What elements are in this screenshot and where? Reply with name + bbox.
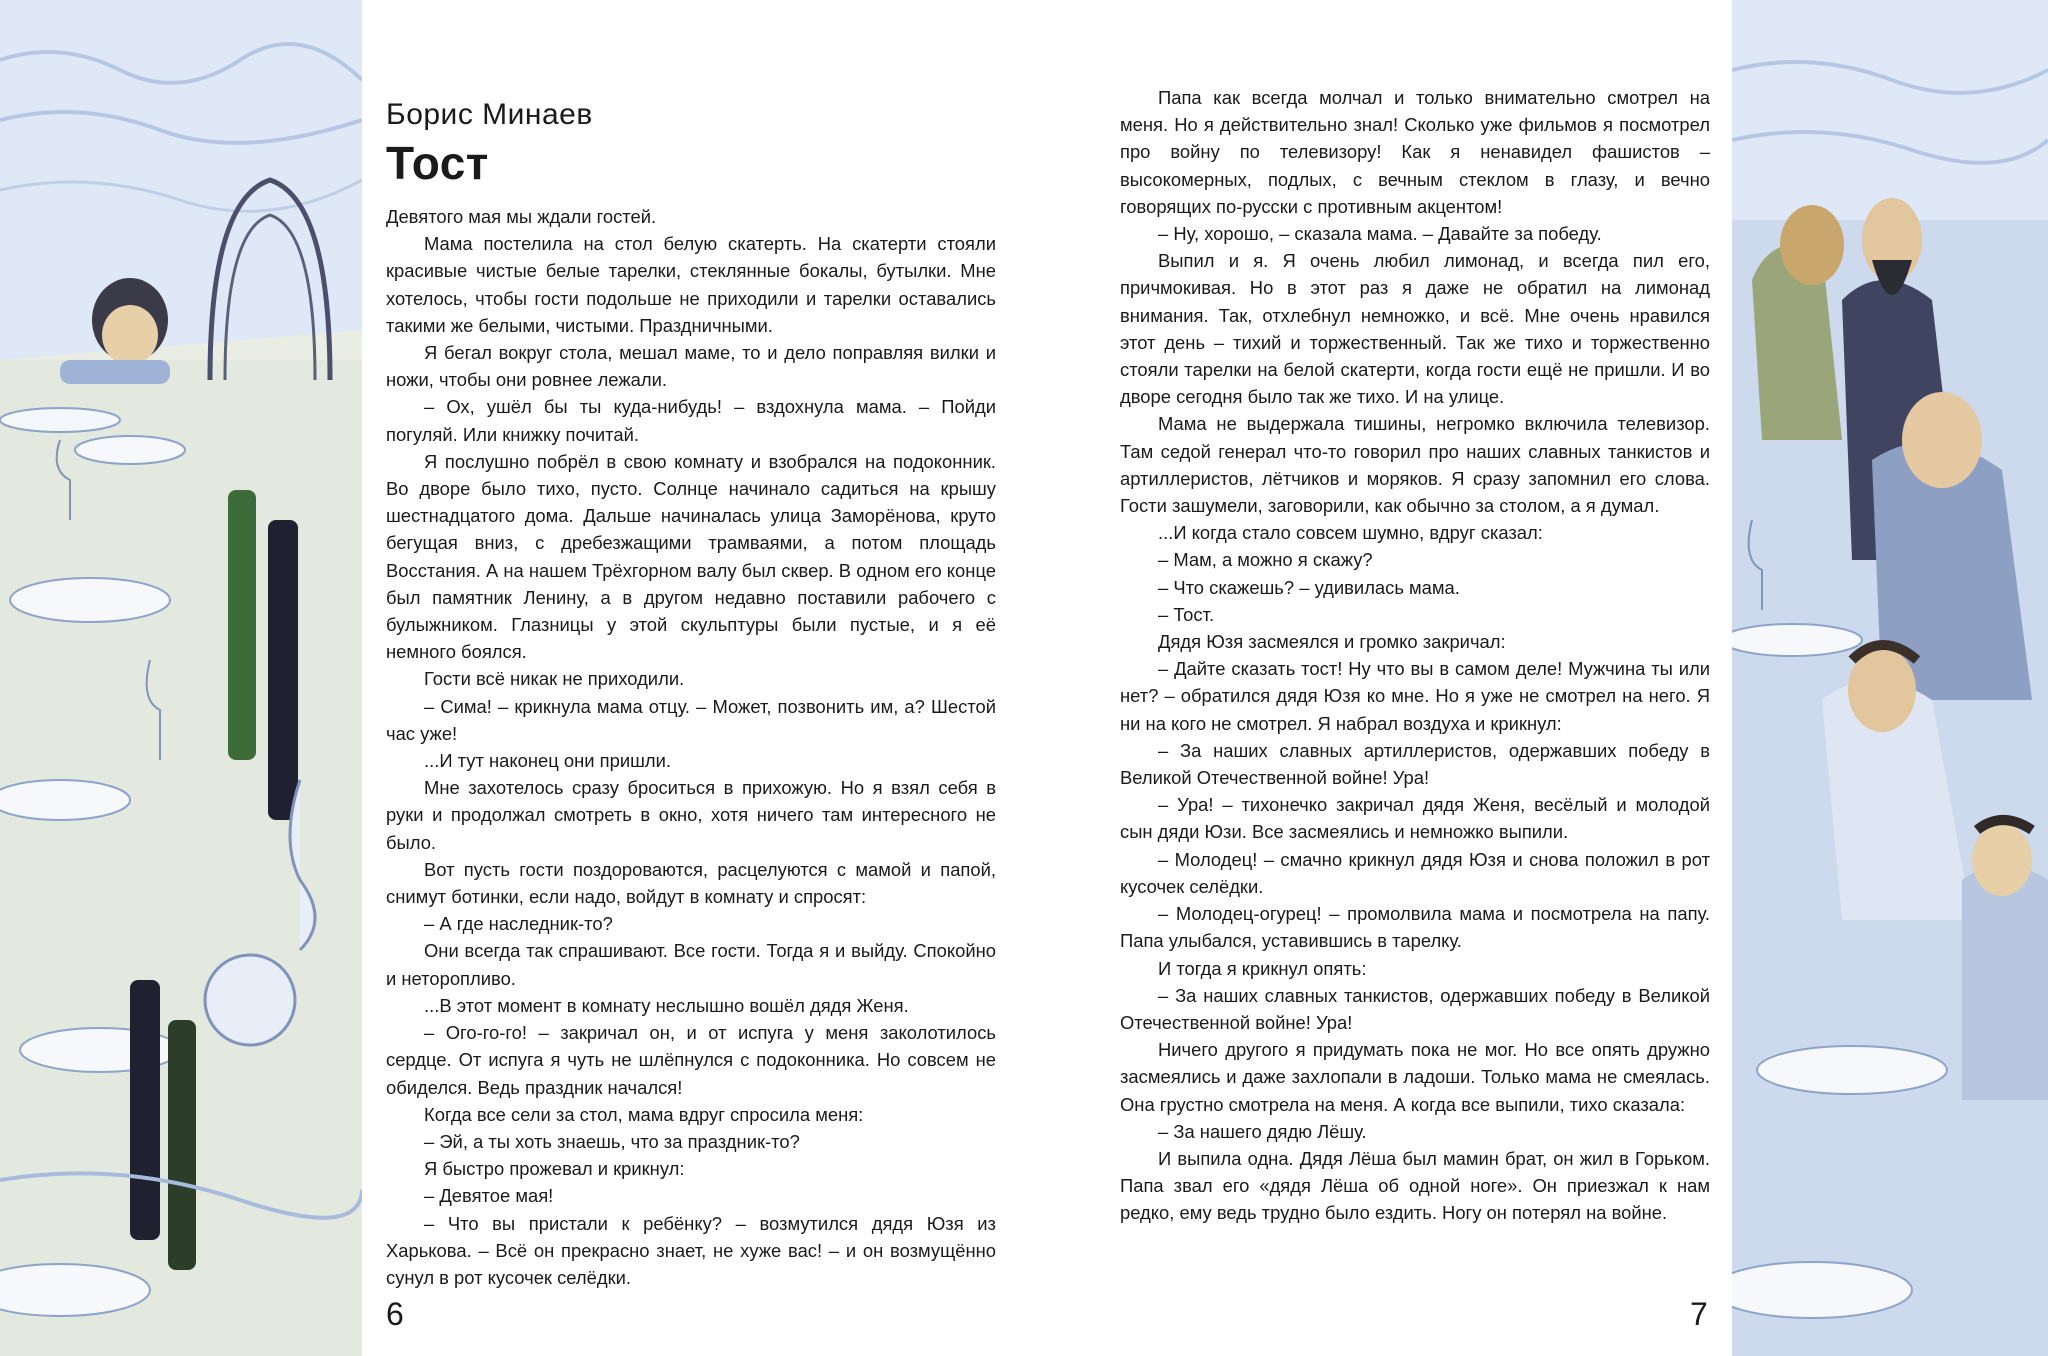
- paragraph: – А где наследник-то?: [424, 913, 613, 935]
- left-page-text: [386, 203, 996, 1291]
- paragraph: – Мам, а можно я скажу?: [1158, 549, 1373, 571]
- paragraph: Дядя Юзя засмеялся и громко закричал:: [1158, 631, 1506, 653]
- paragraph: Мне захотелось сразу броситься в прихожую. Но я взял себя в руки и продолжал смотреть в окно, хотя ничего там интересного не было.: [386, 777, 996, 853]
- author-name: Борис Минаев: [386, 98, 593, 131]
- right-page-text: [1120, 84, 1710, 1227]
- paragraph: Девятого мая мы ждали гостей.: [386, 206, 657, 227]
- paragraph: – Сима! – крикнула мама отцу. – Может, позвонить им, а? Шестой час уже!: [386, 695, 996, 744]
- paragraph: – Девятое мая!: [424, 1185, 554, 1207]
- paragraph: – За нашего дядю Лёшу.: [1158, 1120, 1367, 1142]
- paragraph: Я бегал вокруг стола, мешал маме, то и дело поправляя вилки и ножи, чтобы они ровнее лежали.: [386, 342, 996, 391]
- paragraph: Я быстро прожевал и крикнул:: [424, 1158, 685, 1180]
- paragraph: – Молодец-огурец! – промолвила мама и посмотрела на папу. Папа улыбался, уставившись в тарелку.: [1120, 903, 1710, 952]
- story-title: Тост: [386, 137, 489, 189]
- paragraph: Мама постелила на стол белую скатерть. На скатерти стояли красивые чистые белые тарелки, стеклянные бокалы, бутылки. Мне хотелось, чтобы гости подольше не приходили и тарелки оставались такими же белыми, чистыми. Праздничными.: [386, 233, 996, 336]
- page-number-right: 7: [1690, 1296, 1708, 1332]
- left-illustration: [0, 0, 362, 1356]
- page-number-left: 6: [386, 1296, 404, 1332]
- paragraph: ...В этот момент в комнату неслышно вошёл дядя Женя.: [424, 994, 909, 1016]
- paragraph: Они всегда так спрашивают. Все гости. Тогда я и выйду. Спокойно и неторопливо.: [386, 940, 996, 989]
- paragraph: – Что вы пристали к ребёнку? – возмутился дядя Юзя из Харькова. – Всё он прекрасно знает, не хуже вас! – и он возмущённо сунул в рот кусочек селёдки.: [386, 1212, 996, 1288]
- paragraph: Когда все сели за стол, мама вдруг спросила меня:: [424, 1103, 864, 1125]
- right-illustration: [1732, 0, 2048, 1356]
- paragraph: Выпил и я. Я очень любил лимонад, и всегда пил его, причмокивая. Но в этот раз я даже не обратил на лимонад внимания. Так, отхлебнул немножко, и всё. Мне очень нравился этот день – тихий и торжественный. Так же тихо и торжественно стояли тарелки на белой скатерти, когда гости ещё не пришли. И во дворе сегодня было так же тихо. И на улице.: [1120, 250, 1710, 408]
- paragraph: – Ура! – тихонечко закричал дядя Женя, весёлый и молодой сын дяди Юзи. Все засмеялись и немножко выпили.: [1120, 794, 1710, 843]
- paragraph: Папа как всегда молчал и только внимательно смотрел на меня. Но я действительно знал! Сколько уже фильмов я посмотрел про войну по телевизору! Как я ненавидел фашистов – высокомерных, подлых, с вечным стеклом в глазу, и вечно говорящих по-русски с противным акцентом!: [1120, 87, 1710, 217]
- paragraph: Гости всё никак не приходили.: [424, 668, 685, 690]
- paragraph: Ничего другого я придумать пока не мог. Но все опять дружно засмеялись и даже захлопали в ладоши. Только мама не смеялась. Она грустно смотрела на меня. А когда все выпили, тихо сказала:: [1120, 1039, 1710, 1115]
- paragraph: – Эй, а ты хоть знаешь, что за праздник-то?: [424, 1130, 800, 1152]
- paragraph: – За наших славных танкистов, одержавших победу в Великой Отечественной войне! Ура!: [1120, 984, 1710, 1033]
- paragraph: – Молодец! – смачно крикнул дядя Юзя и снова положил в рот кусочек селёдки.: [1120, 848, 1710, 897]
- paragraph: – Ох, ушёл бы ты куда-нибудь! – вздохнула мама. – Пойди погуляй. Или книжку почитай.: [386, 396, 996, 445]
- guests-illustration: [1732, 0, 2048, 1356]
- paragraph: – Дайте сказать тост! Ну что вы в самом деле! Мужчина ты или нет? – обратился дядя Юзя ко мне. Но я уже не смотрел на него. Я ни на кого не смотрел. Я набрал воздуха и крикнул:: [1120, 658, 1710, 734]
- paragraph: Я послушно побрёл в свою комнату и взобрался на подоконник. Во дворе было тихо, пусто. Солнце начинало садиться на крышу шестнадцатого дома. Дальше начиналась улица Заморёнова, круто бегущая вниз, с дребезжащими трамваями, а потом площадь Восстания. А на нашем Трёхгорном валу был сквер. В одном его конце был памятник Ленину, а в другом недавно поставили рабочего с булыжником. Глазницы у этой скульптуры были пустые, и я её немного боялся.: [386, 450, 996, 663]
- table-illustration: [0, 0, 362, 1356]
- paragraph: – Ого-го-го! – закричал он, и от испуга у меня заколотилось сердце. От испуга я чуть не шлёпнулся с подоконника. Но совсем не обиделся. Ведь праздник начался!: [386, 1022, 996, 1098]
- paragraph: – Тост.: [1158, 603, 1215, 625]
- paragraph: Вот пусть гости поздороваются, расцелуются с мамой и папой, снимут ботинки, если надо, войдут в комнату и спросят:: [386, 858, 996, 908]
- paragraph: – Что скажешь? – удивилась мама.: [1158, 576, 1460, 598]
- paragraph: И тогда я крикнул опять:: [1158, 957, 1367, 979]
- right-page: [1062, 0, 1732, 1356]
- paragraph: – За наших славных артиллеристов, одержавших победу в Великой Отечественной войне! Ура!: [1120, 739, 1710, 789]
- paragraph: – Ну, хорошо, – сказала мама. – Давайте за победу.: [1158, 223, 1602, 245]
- left-page: [362, 0, 1062, 1356]
- paragraph: И выпила одна. Дядя Лёша был мамин брат, он жил в Горьком. Папа звал его «дядя Лёша об одной ноге». Он приезжал к нам редко, ему ведь трудно было ездить. Ногу он потерял на войне.: [1120, 1147, 1710, 1224]
- paragraph: ...И когда стало совсем шумно, вдруг сказал:: [1158, 522, 1543, 544]
- paragraph: Мама не выдержала тишины, негромко включила телевизор. Там седой генерал что-то говорил про наших славных танкистов и артиллеристов, лётчиков и моряков. Я сразу запомнил его слова. Гости зашумели, заговорили, как обычно за столом, а я думал.: [1120, 413, 1710, 517]
- paragraph: ...И тут наконец они пришли.: [424, 750, 671, 772]
